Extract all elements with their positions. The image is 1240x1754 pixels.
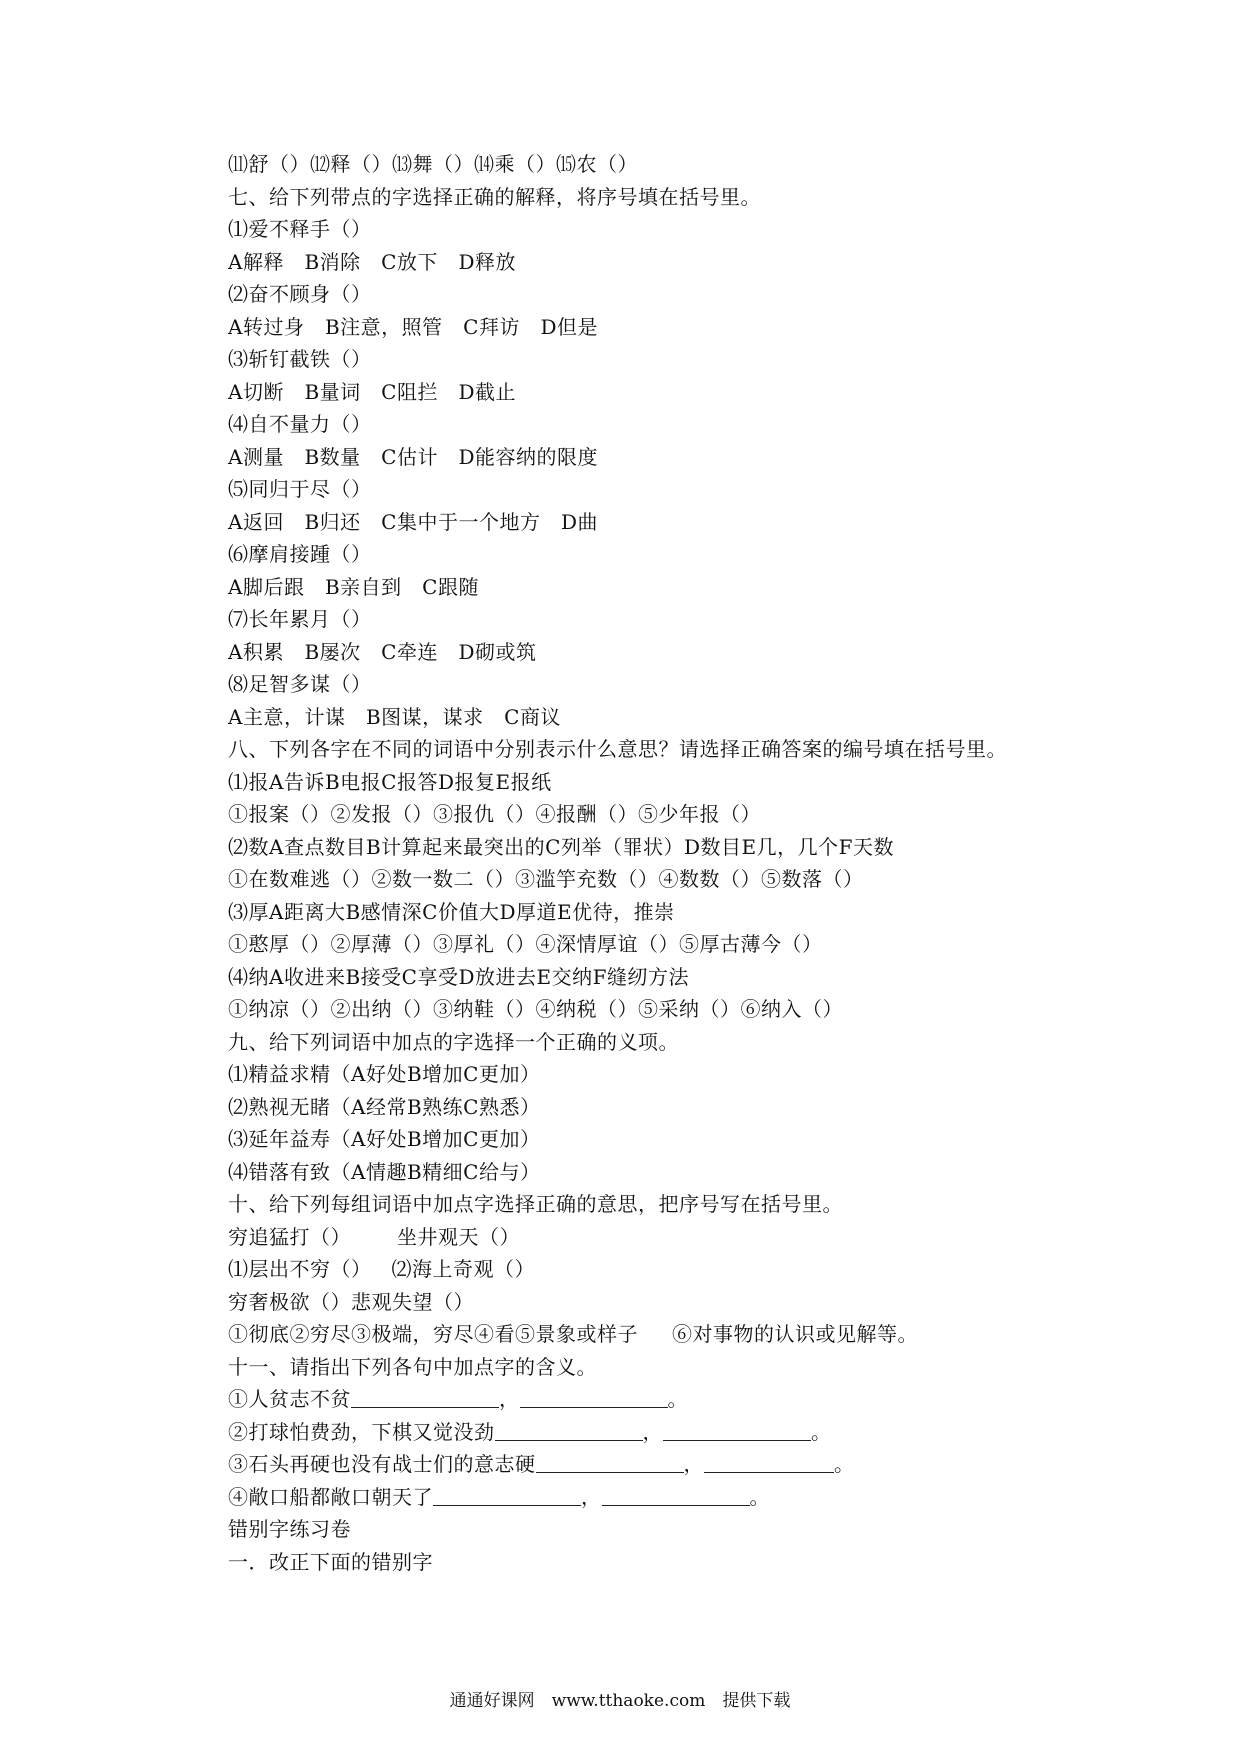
answer-blank[interactable] (663, 1420, 811, 1441)
question-line: ⑷纳A收进来B接受C享受D放进去E交纳F缝纫方法 (228, 964, 689, 989)
line-end: 。 (811, 1419, 832, 1444)
fill-blank-prompt: ③石头再硬也没有战士们的意志硬 (228, 1452, 536, 1476)
section10-option: ①彻底②穷尽③极端，穷尽④看⑤景象或样子 (228, 1322, 638, 1346)
fill-blank-line (228, 1416, 1128, 1449)
fill-blank-line (228, 1481, 1128, 1514)
separator: ， (581, 1484, 602, 1509)
section10-item: 穷追猛打（） (228, 1224, 351, 1249)
section-heading-7: 七、给下列带点的字选择正确的解释，将序号填在括号里。 (228, 184, 761, 209)
question-line: ⑴精益求精（A好处B增加C更加） (228, 1062, 541, 1086)
answer-line: ①纳凉（）②出纳（）③纳鞋（）④纳税（）⑤采纳（）⑥纳入（） (228, 997, 843, 1021)
section10-item: 坐井观天（） (397, 1224, 520, 1249)
question-line: ⑾舒（）⑿释（）⒀舞（）⒁乘（）⒂农（） (228, 152, 638, 176)
answer-line: ①憨厚（）②厚薄（）③厚礼（）④深情厚谊（）⑤厚古薄今（） (228, 932, 823, 956)
fill-blank-prompt: ④敞口船都敞口朝天了 (228, 1484, 433, 1509)
question-line: ⑵数A查点数目B计算起来最突出的C列举（罪状）D数目E几，几个F天数 (228, 834, 894, 859)
section-heading-11: 十一、请指出下列各句中加点字的含义。 (228, 1354, 597, 1379)
page-footer: 通通好课网 www.tthaoke.com 提供下载 (449, 1691, 791, 1711)
answer-blank[interactable] (495, 1420, 643, 1441)
question-line: ⑴报A告诉B电报C报答D报复E报纸 (228, 769, 552, 794)
question-line: ⑵熟视无睹（A经常B熟练C熟悉） (228, 1094, 541, 1119)
separator: ， (642, 1419, 663, 1444)
question-line: ⑶斩钉截铁（） (228, 347, 372, 371)
section10-row (228, 1286, 1128, 1319)
question-line: ⑹摩肩接踵（） (228, 542, 372, 566)
options-line: A解释 B消除 C放下 D释放 (228, 249, 516, 274)
section-heading-10: 十、给下列每组词语中加点字选择正确的意思，把序号写在括号里。 (228, 1192, 843, 1216)
options-line: A测量 B数量 C估计 D能容纳的限度 (228, 444, 598, 469)
answer-blank[interactable] (351, 1387, 499, 1408)
question-line: ⑻足智多谋（） (228, 672, 372, 696)
section10-row (228, 1253, 1128, 1286)
question-line: ⑵奋不顾身（） (228, 282, 372, 306)
section10-row (228, 1221, 1128, 1254)
question-line: ⑴爱不释手（） (228, 217, 372, 241)
answer-blank[interactable] (704, 1452, 834, 1473)
question-line: ⑷错落有致（A情趣B精细C给与） (228, 1159, 541, 1184)
section-heading-9: 九、给下列词语中加点的字选择一个正确的义项。 (228, 1029, 679, 1054)
question-line: ⑸同归于尽（） (228, 477, 372, 501)
answer-blank[interactable] (433, 1485, 581, 1506)
worksheet-title: 错别字练习卷 (228, 1517, 351, 1541)
question-line: ⑷自不量力（） (228, 412, 372, 436)
section10-item: 穷奢极欲（）悲观失望（） (228, 1289, 474, 1314)
answer-blank[interactable] (536, 1452, 684, 1473)
options-line: A积累 B屡次 C牵连 D砌或筑 (228, 639, 537, 664)
answer-blank[interactable] (520, 1387, 668, 1408)
fill-blank-prompt: ②打球怕费劲，下棋又觉没劲 (228, 1419, 495, 1444)
options-line: A转过身 B注意，照管 C拜访 D但是 (228, 314, 598, 339)
options-line: A返回 B归还 C集中于一个地方 D曲 (228, 509, 598, 534)
line-end: 。 (667, 1387, 688, 1411)
question-line: ⑺长年累月（） (228, 607, 372, 631)
line-end: 。 (834, 1452, 855, 1476)
answer-blank[interactable] (602, 1485, 750, 1506)
question-line: ⑶厚A距离大B感情深C价值大D厚道E优待，推崇 (228, 899, 675, 924)
section10-item: ⑴层出不穷（） (228, 1257, 372, 1281)
section10-options (228, 1318, 1128, 1351)
options-line: A脚后跟 B亲自到 C跟随 (228, 574, 479, 599)
section-heading-8: 八、下列各字在不同的词语中分别表示什么意思？请选择正确答案的编号填在括号里。 (228, 737, 1007, 761)
fill-blank-line (228, 1383, 1128, 1416)
options-line: A切断 B量词 C阻拦 D截止 (228, 379, 516, 404)
section10-item: ⑵海上奇观（） (391, 1257, 535, 1281)
answer-line: ①报案（）②发报（）③报仇（）④报酬（）⑤少年报（） (228, 802, 761, 826)
separator: ， (683, 1452, 704, 1476)
fill-blank-line (228, 1448, 1128, 1481)
options-line: A主意，计谋 B图谋，谋求 C商议 (228, 704, 561, 729)
question-line: ⑶延年益寿（A好处B增加C更加） (228, 1127, 541, 1151)
fill-blank-prompt: ①人贫志不贫 (228, 1387, 351, 1411)
document-body (228, 148, 1128, 1578)
separator: ， (499, 1387, 520, 1411)
answer-line: ①在数难逃（）②数一数二（）③滥竽充数（）④数数（）⑤数落（） (228, 867, 864, 891)
section-heading-1: 一．改正下面的错别字 (228, 1549, 433, 1574)
line-end: 。 (749, 1484, 770, 1509)
section10-option: ⑥对事物的认识或见解等。 (672, 1322, 918, 1346)
